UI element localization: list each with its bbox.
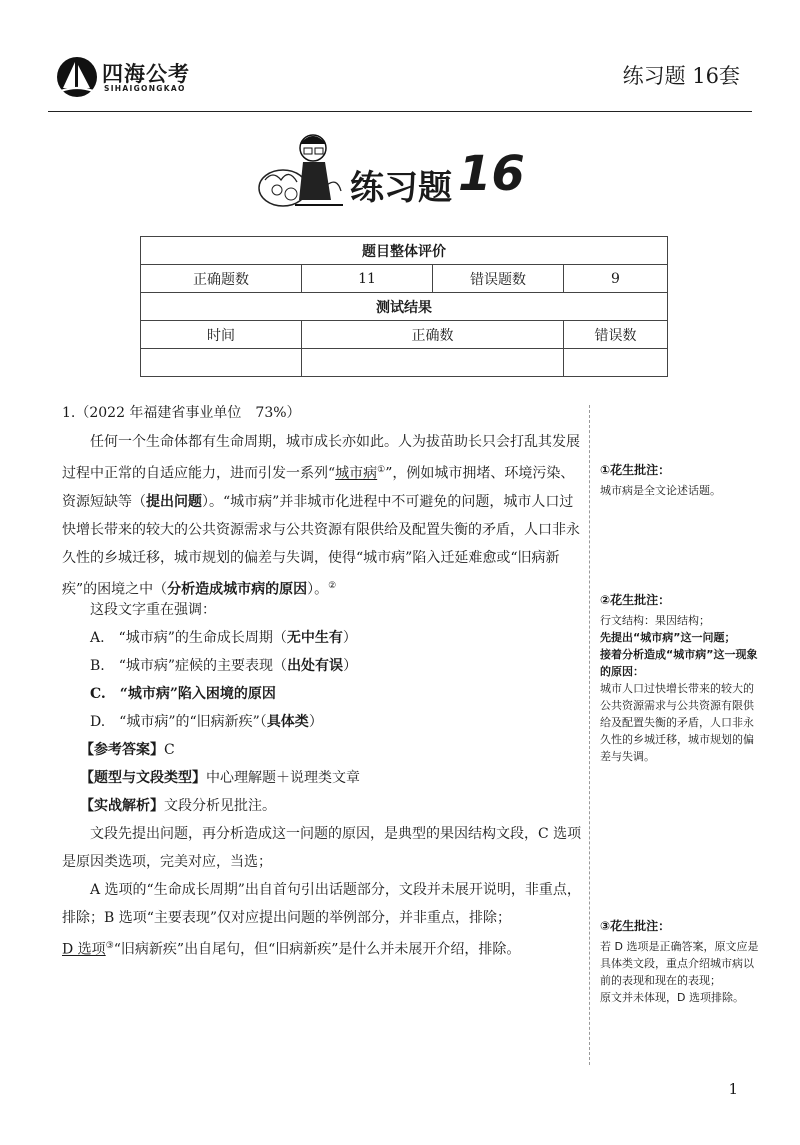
option-c: C. “城市病”陷入困境的原因 (90, 686, 276, 702)
margin-note-3: ③花生批注： 若 D 选项是正确答案，原文应是具体类文段，重点介绍城市病以前的表现和现在的表现； 原文并未体现，D 选项排除。 (600, 919, 759, 1004)
question-header: 1.（2022 年福建省事业单位 73%） (62, 405, 301, 421)
col-time: 时间 (141, 321, 302, 349)
logo-sail-icon (55, 55, 99, 99)
option-d: D. “城市病”的“旧病新疾”（具体类） (90, 714, 323, 730)
page-title-number: 16 (458, 146, 525, 202)
margin-divider (589, 405, 590, 1065)
analysis-para-1: 文段先提出问题，再分析造成这一问题的原因，是典型的果因结构文段，C 选项是原因类选项，完美对应，当选； (62, 826, 582, 870)
question-stem: 这段文字重在强调： (90, 602, 216, 618)
correct-cell (302, 349, 564, 377)
question-stem-block (62, 596, 582, 964)
tag-raise-problem: 提出问题 (146, 493, 202, 510)
term-city-disease: 城市病 (335, 465, 378, 482)
brand-name: 四海公考 (102, 62, 190, 86)
note-ref-1: ① (377, 465, 386, 475)
wrong-label: 错误题数 (433, 265, 564, 293)
margin-note-1: ①花生批注： 城市病是全文论述话题。 (600, 463, 721, 497)
option-b: B. “城市病”症候的主要表现（出处有误） (90, 658, 358, 674)
score-table (140, 236, 668, 377)
wrong-cell (564, 349, 668, 377)
passage: 任何一个生命体都有生命周期，城市成长亦如此。人为拔苗助长只会打乱其发展过程中正常的自适应能力，进而引发一系列“城市病①”，例如城市拥堵、环境污染、资源短缺等（提出问题）。“城市病”并非城市化进程中不可避免的问题，城市人口过快增长带来的较大的公共资源需求与公共资源有限供给及配置失衡的矛盾，人口非永久性的乡城迁移，城市规划的偏差与失调，使得“城市病”陷入迁延难愈或“旧病新疾”的困境之中（分析造成城市病的原因）。② (62, 434, 580, 598)
note-ref-3: ③ (105, 941, 114, 951)
mascot-illustration (255, 130, 350, 215)
tag-analyze-cause: 分析造成城市病的原因 (167, 581, 308, 598)
note-ref-2: ② (328, 580, 337, 591)
analysis-para-3: D 选项③“旧病新疾”出自尾句，但“旧病新疾”是什么并未展开介绍，排除。 (62, 941, 521, 958)
page-number: 1 (728, 1080, 738, 1098)
col-wrong: 错误数 (564, 321, 668, 349)
correct-label: 正确题数 (141, 265, 302, 293)
col-correct: 正确数 (302, 321, 564, 349)
page-title: 练习题 (350, 168, 452, 208)
margin-note-2: ②花生批注： 行文结构：果因结构； 先提出“城市病”这一问题； 接着分析造成“城市病”这一现象的原因： 城市人口过快增长带来的较大的公共资源需求与公共资源有限供给及配置失衡的矛盾，人口非永久性的乡城迁移，城市规划的偏差与失调。 (600, 593, 758, 763)
set-label: 练习题 16套 (622, 64, 740, 88)
analysis-line: 【实战解析】文段分析见批注。 (80, 798, 276, 814)
answer-line: 【参考答案】C (80, 742, 175, 758)
result-header: 测试结果 (141, 293, 668, 321)
type-line: 【题型与文段类型】中心理解题＋说理类文章 (80, 770, 360, 786)
analysis-para-2: A 选项的“生命成长周期”出自首句引出话题部分，文段并未展开说明，非重点，排除；B 选项“主要表现”仅对应提出问题的举例部分，并非重点，排除； (62, 882, 581, 926)
correct-value: 11 (302, 265, 433, 293)
option-a: A. “城市病”的生命成长周期（无中生有） (90, 630, 357, 646)
overall-header: 题目整体评价 (141, 237, 668, 265)
wrong-value: 9 (564, 265, 668, 293)
time-cell (141, 349, 302, 377)
header-rule (48, 111, 752, 112)
brand-name-en: SIHAIGONGKAO (104, 84, 186, 93)
